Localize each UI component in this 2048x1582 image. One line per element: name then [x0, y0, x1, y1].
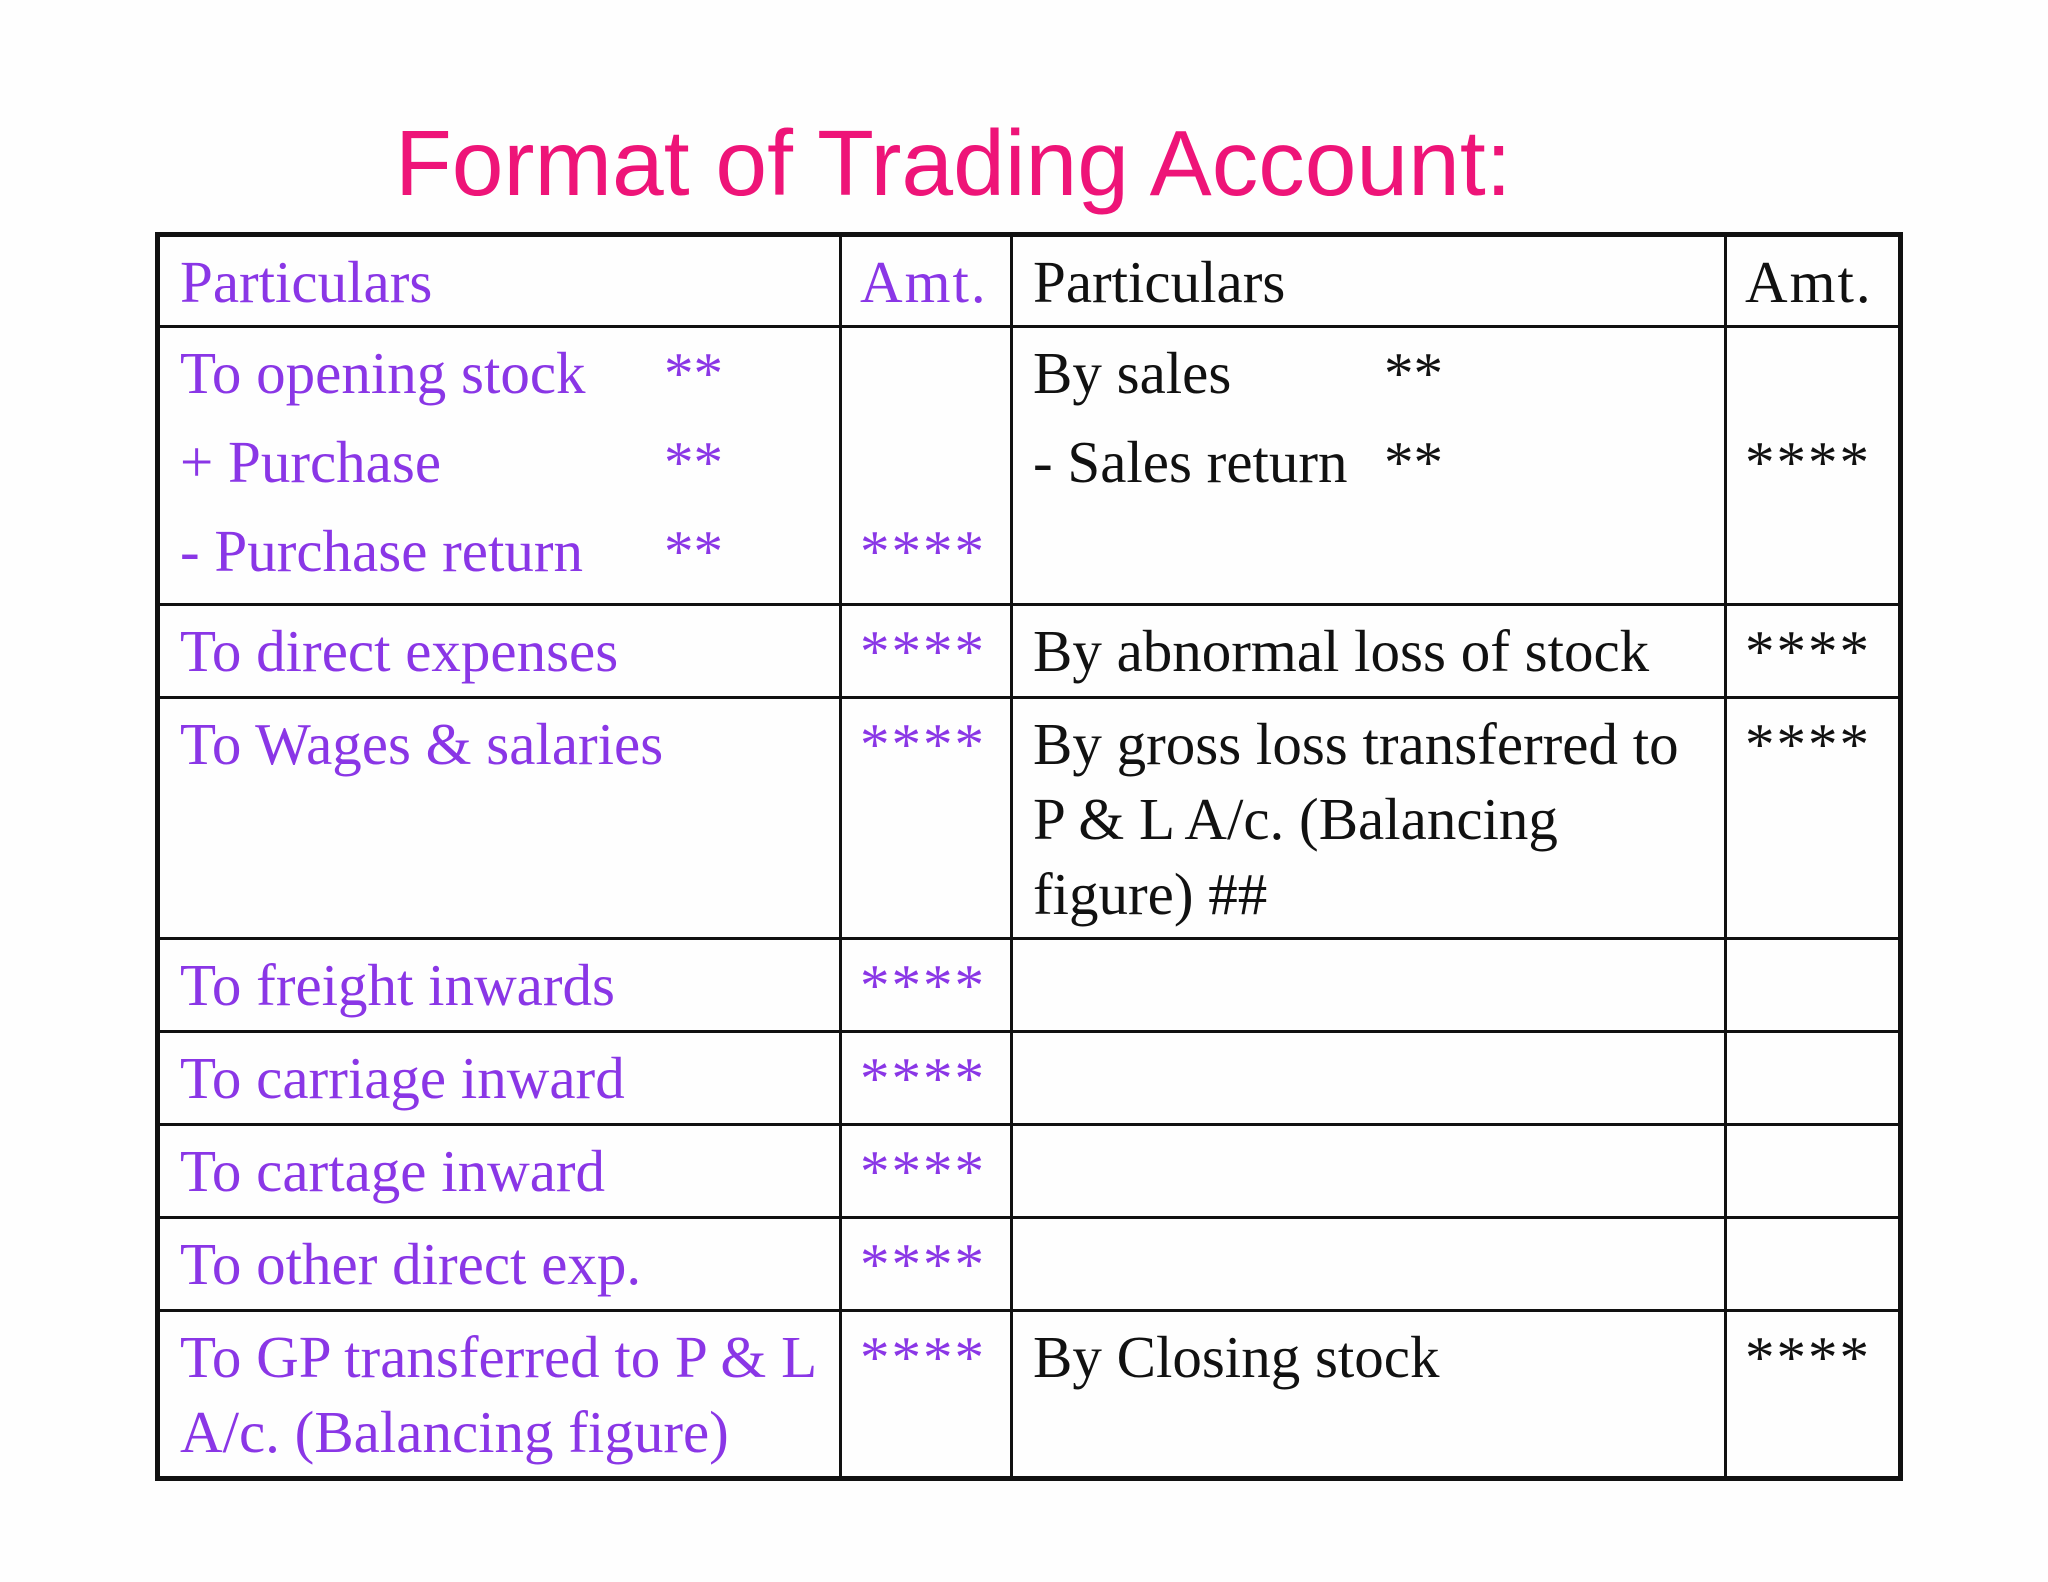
credit-amount-cell: **** [1726, 698, 1901, 939]
credit-cell: By gross loss transferred to P & L A/c. (Balancing figure) ## [1012, 698, 1726, 939]
credit-cell [1012, 939, 1726, 1032]
purchase-return-mark: ** [664, 518, 723, 584]
list-item [180, 514, 823, 603]
table-row [158, 605, 1901, 698]
credit-cell: By Closing stock [1012, 1311, 1726, 1479]
debit-cell: To other direct exp. [158, 1218, 841, 1311]
debit-amount-cell: **** [841, 1032, 1012, 1125]
credit-cell: By abnormal loss of stock [1012, 605, 1726, 698]
debit-amount-cell: **** [841, 1218, 1012, 1311]
table-row [158, 1032, 1901, 1125]
sales-return-mark: ** [1384, 429, 1443, 495]
sales-return-label: - Sales return [1033, 429, 1348, 495]
purchase-mark: ** [664, 429, 723, 495]
debit-amount-cell: **** [841, 939, 1012, 1032]
credit-amount-cell [1726, 1125, 1901, 1218]
sales-label: By sales [1033, 340, 1232, 406]
debit-cell: To Wages & salaries [158, 698, 841, 939]
debit-cell: To direct expenses [158, 605, 841, 698]
debit-amount-cell: **** [841, 1311, 1012, 1479]
credit-cell [1012, 1125, 1726, 1218]
credit-cell [1012, 1218, 1726, 1311]
sales-mark: ** [1384, 340, 1443, 406]
credit-amount-cell [1726, 1218, 1901, 1311]
credit-amount-cell [1726, 327, 1901, 605]
credit-amount-cell [1726, 1032, 1901, 1125]
credit-particulars-header: Particulars [1012, 235, 1726, 327]
debit-amount-cell: **** [841, 605, 1012, 698]
table-row [158, 327, 1901, 605]
opening-stock-label: To opening stock [180, 340, 586, 406]
credit-amount-cell: **** [1726, 605, 1901, 698]
list-item [1033, 425, 1708, 514]
list-item [180, 425, 823, 514]
debit-particulars-header: Particulars [158, 235, 841, 327]
purchase-return-label: - Purchase return [180, 518, 584, 584]
table-row [158, 698, 1901, 939]
table-row [158, 1125, 1901, 1218]
debit-amount-cell: **** [841, 698, 1012, 939]
debit-cell: To GP transferred to P & L A/c. (Balancing figure) [158, 1311, 841, 1479]
list-item [180, 336, 823, 425]
table-row [158, 1218, 1901, 1311]
credit-amount-cell: **** [1726, 1311, 1901, 1479]
debit-cell: To carriage inward [158, 1032, 841, 1125]
debit-cell: To cartage inward [158, 1125, 841, 1218]
debit-amount-header: Amt. [841, 235, 1012, 327]
credit-cell [1012, 327, 1726, 605]
credit-amount-cell [1726, 939, 1901, 1032]
opening-stock-mark: ** [664, 340, 723, 406]
debit-amount-cell [841, 327, 1012, 605]
debit-cell [158, 327, 841, 605]
trading-account-table [155, 232, 1903, 1481]
list-item [1033, 336, 1708, 425]
table-row [158, 939, 1901, 1032]
debit-amount-value: **** [860, 518, 986, 584]
debit-amount-cell: **** [841, 1125, 1012, 1218]
table-row [158, 1311, 1901, 1479]
page-title: Format of Trading Account: [395, 111, 1512, 215]
credit-amount-value: **** [1745, 429, 1871, 495]
credit-cell [1012, 1032, 1726, 1125]
purchase-label: + Purchase [180, 429, 442, 495]
table-header-row [158, 235, 1901, 327]
debit-cell: To freight inwards [158, 939, 841, 1032]
credit-amount-header: Amt. [1726, 235, 1901, 327]
